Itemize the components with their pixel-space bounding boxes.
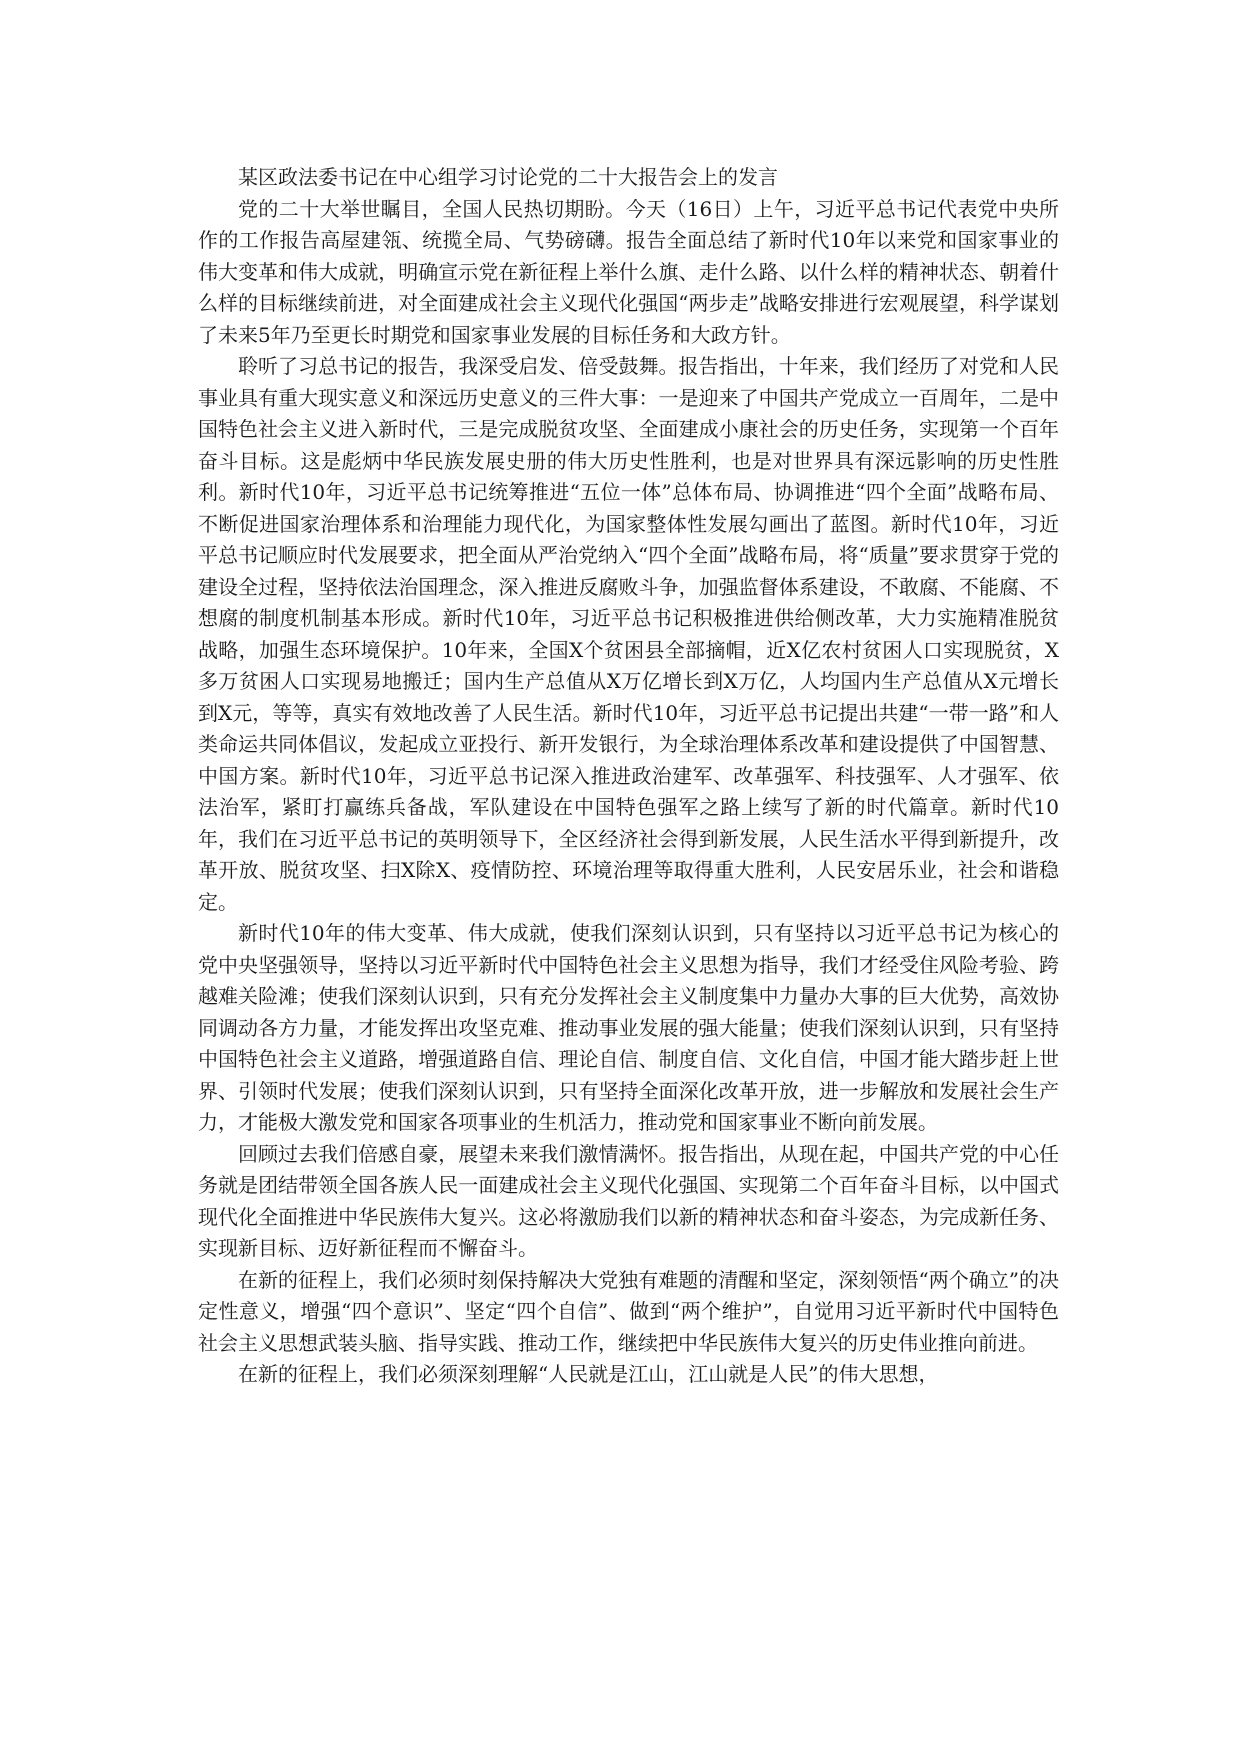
paragraph-4: 回顾过去我们倍感自豪，展望未来我们激情满怀。报告指出，从现在起，中国共产党的中心任务就是团结带领全国各族人民一面建成社会主义现代化强国、实现第二个百年奋斗目标，以中国式现代化全面推进中华民族伟大复兴。这必将激励我们以新的精神状态和奋斗姿态，为完成新任务、实现新目标、迈好新征程而不懈奋斗。 — [198, 1141, 1059, 1260]
paragraph-5: 在新的征程上，我们必须时刻保持解决大党独有难题的清醒和坚定，深刻领悟“两个确立”的决定性意义，增强“四个意识”、坚定“四个自信”、做到“两个维护”，自觉用习近平新时代中国特色社会主义思想武装头脑、指导实践、推动工作，继续把中华民族伟大复兴的历史伟业推向前进。 — [198, 1267, 1059, 1355]
document-body — [198, 162, 1059, 1391]
paragraph-2: 聆听了习总书记的报告，我深受启发、倍受鼓舞。报告指出，十年来，我们经历了对党和人民事业具有重大现实意义和深远历史意义的三件大事：一是迎来了中国共产党成立一百周年，二是中国特色社会主义进入新时代，三是完成脱贫攻坚、全面建成小康社会的历史任务，实现第一个百年奋斗目标。这是彪炳中华民族发展史册的伟大历史性胜利，也是对世界具有深远影响的历史性胜利。新时代10年，习近平总书记统筹推进“五位一体”总体布局、协调推进“四个全面”战略布局、不断促进国家治理体系和治理能力现代化，为国家整体性发展勾画出了蓝图。新时代10年，习近平总书记顺应时代发展要求，把全面从严治党纳入“四个全面”战略布局，将“质量”要求贯穿于党的建设全过程，坚持依法治国理念，深入推进反腐败斗争，加强监督体系建设，不敢腐、不能腐、不想腐的制度机制基本形成。新时代10年，习近平总书记积极推进供给侧改革，大力实施精准脱贫战略，加强生态环境保护。10年来，全国X个贫困县全部摘帽，近X亿农村贫困人口实现脱贫，X多万贫困人口实现易地搬迁；国内生产总值从X万亿增长到X万亿，人均国内生产总值从X元增长到X元，等等，真实有效地改善了人民生活。新时代10年，习近平总书记提出共建“一带一路”和人类命运共同体倡议，发起成立亚投行、新开发银行，为全球治理体系改革和建设提供了中国智慧、中国方案。新时代10年，习近平总书记深入推进政治建军、改革强军、科技强军、人才强军、依法治军，紧盯打赢练兵备战，军队建设在中国特色强军之路上续写了新的时代篇章。新时代10年，我们在习近平总书记的英明领导下，全区经济社会得到新发展，人民生活水平得到新提升，改革开放、脱贫攻坚、扫X除X、疫情防控、环境治理等取得重大胜利，人民安居乐业，社会和谐稳定。 — [198, 354, 1059, 914]
paragraph-6: 在新的征程上，我们必须深刻理解“人民就是江山，江山就是人民”的伟大思想， — [238, 1362, 939, 1386]
paragraph-1: 党的二十大举世瞩目，全国人民热切期盼。今天（16日）上午，习近平总书记代表党中央所作的工作报告高屋建瓴、统揽全局、气势磅礴。报告全面总结了新时代10年以来党和国家事业的伟大变革和伟大成就，明确宣示党在新征程上举什么旗、走什么路、以什么样的精神状态、朝着什么样的目标继续前进，对全面建成社会主义现代化强国“两步走”战略安排进行宏观展望，科学谋划了未来5年乃至更长时期党和国家事业发展的目标任务和大政方针。 — [198, 196, 1059, 347]
document-title: 某区政法委书记在中心组学习讨论党的二十大报告会上的发言 — [238, 165, 778, 189]
paragraph-3: 新时代10年的伟大变革、伟大成就，使我们深刻认识到，只有坚持以习近平总书记为核心的党中央坚强领导，坚持以习近平新时代中国特色社会主义思想为指导，我们才经受住风险考验、跨越难关险滩；使我们深刻认识到，只有充分发挥社会主义制度集中力量办大事的巨大优势，高效协同调动各方力量，才能发挥出攻坚克难、推动事业发展的强大能量；使我们深刻认识到，只有坚持中国特色社会主义道路，增强道路自信、理论自信、制度自信、文化自信，中国才能大踏步赶上世界、引领时代发展；使我们深刻认识到，只有坚持全面深化改革开放，进一步解放和发展社会生产力，才能极大激发党和国家各项事业的生机活力，推动党和国家事业不断向前发展。 — [198, 921, 1059, 1134]
